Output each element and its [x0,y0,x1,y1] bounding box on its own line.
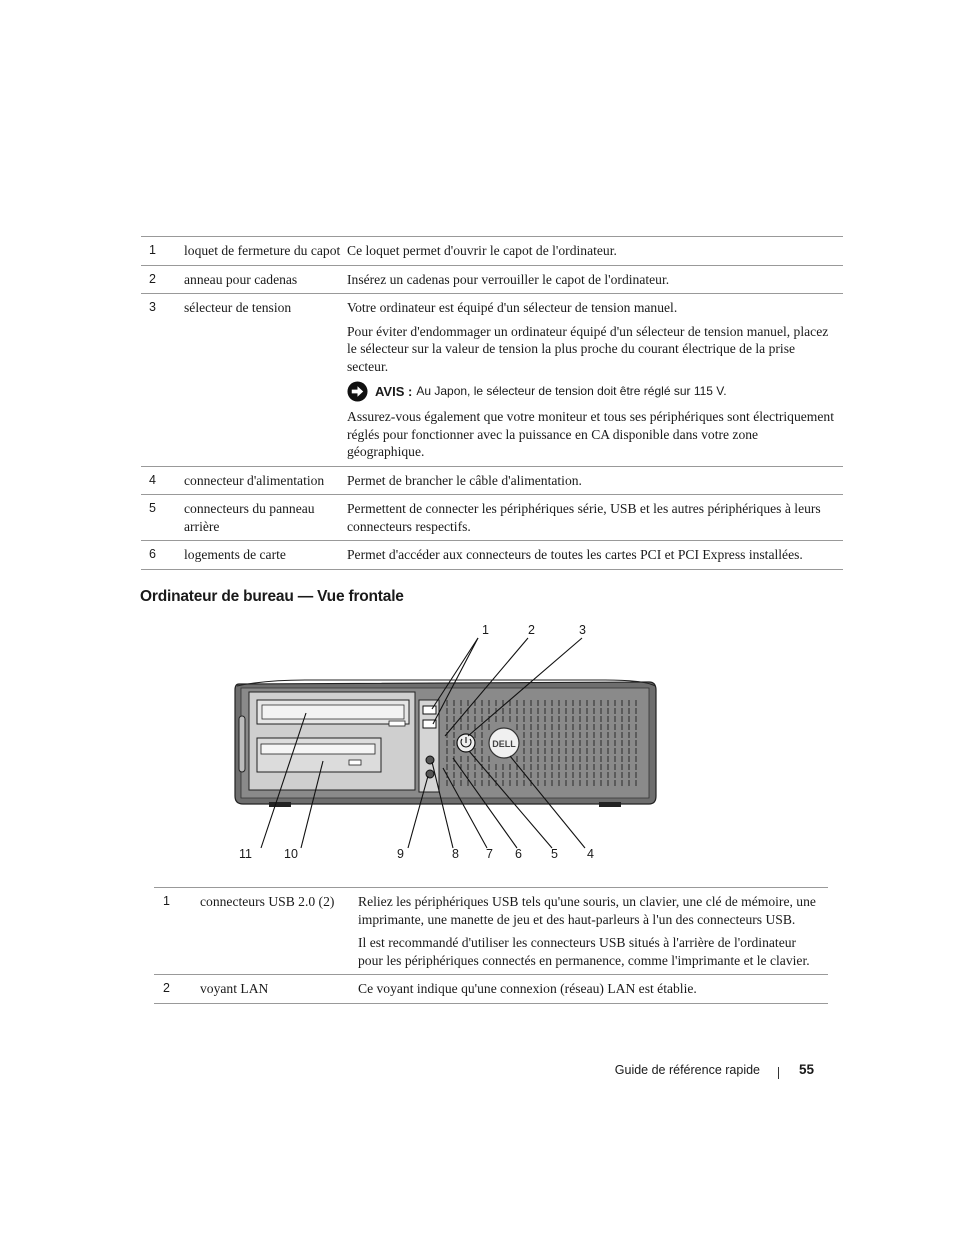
item-number: 1 [163,894,170,908]
description-paragraph: Il est recommandé d'utiliser les connecteurs USB situés à l'arrière de l'ordinateur pour les périphériques connectés en permanence, comme l'imprimante et le clavier. [358,935,810,968]
front-components-table [154,887,828,1004]
item-number: 1 [149,243,156,257]
page-number: 55 [799,1062,815,1077]
item-label: anneau pour cadenas [184,271,298,287]
description-paragraph: Ce loquet permet d'ouvrir le capot de l'ordinateur. [347,243,617,258]
description-paragraph: Permet d'accéder aux connecteurs de toutes les cartes PCI et PCI Express installées. [347,547,803,562]
table-row [141,466,843,495]
table-row [141,237,843,266]
table-row [141,541,843,570]
item-description [358,975,828,1004]
description-paragraph: Permettent de connecter les périphériques série, USB et les autres périphériques à leurs connecteurs respectifs. [347,501,821,534]
item-label: loquet de fermeture du capot [184,243,341,258]
computer-drawing [225,618,665,863]
item-description [347,466,843,495]
item-label: voyant LAN [200,981,269,996]
item-description [358,888,828,975]
footer-separator [778,1067,779,1079]
item-number: 2 [163,981,170,995]
description-paragraph: Permet de brancher le câble d'alimentation. [347,472,582,488]
callout-3: 3 [579,623,586,637]
callout-6: 6 [515,847,522,861]
table-row [141,495,843,541]
item-description [347,495,843,541]
section-title: Ordinateur de bureau — Vue frontale [140,588,404,605]
description-paragraph: Assurez-vous également que votre moniteur et tous ses périphériques sont électriquement réglés pour fonctionner avec la puissance en CA disponible dans votre zone géographique. [347,409,834,459]
item-number: 2 [149,271,156,286]
item-label: connecteur d'alimentation [184,472,325,488]
page-footer [0,1062,954,1082]
table-row [141,265,843,294]
item-description [347,237,843,266]
notice-box [347,381,837,402]
item-number: 4 [149,472,156,487]
table-row [141,294,843,467]
description-paragraph: Reliez les périphériques USB tels qu'une souris, un clavier, une clé de mémoire, une imprimante, une manette de jeu et des haut-parleurs à l'un des connecteurs USB. [358,894,816,927]
logo-text: DELL [492,739,516,749]
callout-2: 2 [528,623,535,637]
callout-1: 1 [482,623,489,637]
item-label: connecteurs USB 2.0 (2) [200,894,335,909]
description-paragraph: Ce voyant indique qu'une connexion (réseau) LAN est établie. [358,981,697,996]
rear-components-table [141,236,843,570]
callout-9: 9 [397,847,404,861]
callout-11: 11 [239,847,252,861]
description-paragraph: Pour éviter d'endommager un ordinateur équipé d'un sélecteur de tension manuel, placez le sélecteur sur la valeur de tension la plus proche du courant électrique de la prise secteur. [347,323,829,374]
notice-arrow-icon [347,381,368,402]
footer-title: Guide de référence rapide [614,1063,760,1077]
item-label: sélecteur de tension [184,300,292,315]
item-number: 3 [149,300,156,314]
callout-7: 7 [486,847,493,861]
description-paragraph: Votre ordinateur est équipé d'un sélecteur de tension manuel. [347,300,678,315]
notice-text: Au Japon, le sélecteur de tension doit être réglé sur 115 V. [416,383,727,398]
callout-8: 8 [452,847,459,861]
item-description [347,541,843,570]
item-description [347,294,843,467]
callout-5: 5 [551,847,558,861]
item-description [347,265,843,294]
item-label: logements de carte [184,547,286,562]
callout-4: 4 [587,847,594,861]
table-row [154,975,828,1004]
callout-10: 10 [284,847,298,861]
notice-label: AVIS : [375,383,413,399]
desktop-front-illustration [225,618,665,863]
item-number: 5 [149,501,156,515]
table-row [154,888,828,975]
item-label: connecteurs du panneau arrière [184,501,315,534]
description-paragraph: Insérez un cadenas pour verrouiller le capot de l'ordinateur. [347,271,670,287]
item-number: 6 [149,547,156,561]
